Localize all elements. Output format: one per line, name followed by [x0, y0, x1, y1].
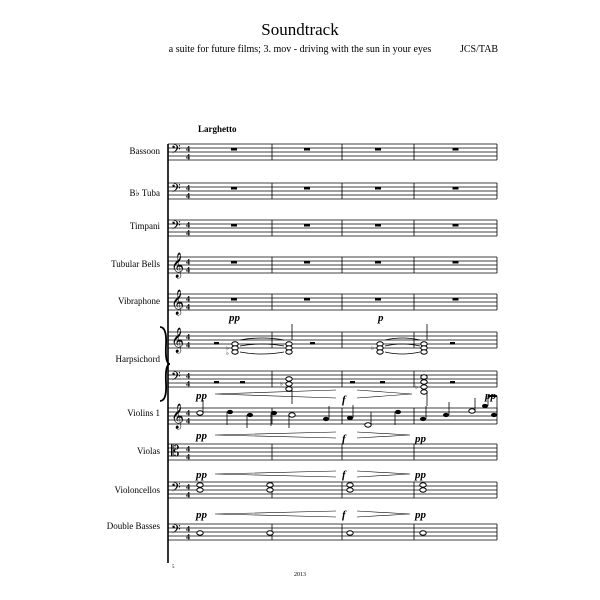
whole-rest-icon [375, 224, 381, 227]
harpsichord-chord-note [286, 387, 292, 391]
harpsichord-chord-note [286, 350, 292, 354]
violin-note [227, 410, 233, 414]
time-signature-denominator: 4 [186, 416, 190, 426]
cello-note [197, 488, 203, 492]
clefs [171, 142, 184, 540]
dynamic-pp: pp [196, 390, 207, 402]
half-rest-icon [450, 342, 455, 345]
bass-clef-icon: 𝄢 [171, 142, 181, 160]
dynamic-f: f [342, 394, 346, 406]
dynamic-pp: pp [415, 469, 426, 481]
violin-note [197, 411, 203, 415]
whole-rest-icon [304, 261, 310, 264]
bass-clef-icon: 𝄢 [171, 480, 181, 498]
dynamic-pp: pp [196, 469, 207, 481]
time-signature-denominator: 4 [186, 532, 190, 542]
cello-note [267, 488, 273, 492]
half-rest-icon [214, 342, 219, 345]
instrument-name-vibraphone: Vibraphone [118, 296, 160, 306]
low-string-whole-notes [197, 483, 426, 535]
flat-icon: ♭ [280, 382, 283, 388]
barlines [272, 144, 497, 540]
time-signature-denominator: 4 [186, 302, 190, 312]
violin-note [469, 409, 475, 413]
whole-rest-icon [375, 148, 381, 151]
system-brace [160, 144, 170, 563]
whole-rest-icon [375, 261, 381, 264]
bass-clef-icon: 𝄢 [171, 522, 181, 540]
treble-clef-icon: 𝄞 [171, 253, 185, 278]
whole-rest-icon [453, 224, 459, 227]
bass-clef-icon: 𝄢 [171, 369, 181, 387]
time-signature-denominator: 4 [186, 340, 190, 350]
time-signature-denominator: 4 [186, 490, 190, 500]
whole-rest-icon [231, 261, 237, 264]
time-signature-numerator: 4 [186, 482, 190, 492]
time-signature-numerator: 4 [186, 408, 190, 418]
half-rest-icon [350, 381, 355, 384]
whole-rest-icon [231, 148, 237, 151]
harpsichord-chord-note [286, 382, 292, 386]
time-signature-numerator: 4 [186, 183, 190, 193]
cello-note [197, 483, 203, 487]
flat-icon: ♭ [226, 346, 229, 352]
crescendo-hairpin [215, 511, 336, 517]
violin-note [482, 404, 488, 408]
dynamic-pp: pp [196, 509, 207, 521]
time-signature-denominator: 4 [186, 152, 190, 162]
time-signatures [186, 145, 190, 542]
half-rest-icon [380, 381, 385, 384]
treble-clef-icon: 𝄞 [171, 328, 185, 353]
instrument-name-violins: Violins 1 [127, 408, 160, 418]
cello-note [420, 488, 426, 492]
treble-clef-icon: 𝄞 [171, 404, 185, 429]
bass-note [197, 531, 203, 535]
whole-rest-icon [231, 298, 237, 301]
violin-note [420, 417, 426, 421]
time-signature-numerator: 4 [186, 371, 190, 381]
cello-note [347, 488, 353, 492]
harpsichord-chord-note [421, 380, 427, 384]
score-title: Soundtrack [261, 20, 339, 39]
time-signature-numerator: 4 [186, 220, 190, 230]
half-rest-icon [240, 381, 245, 384]
tie [385, 352, 420, 354]
dynamic-f: f [342, 469, 346, 481]
violin-note [289, 413, 295, 417]
bass-note [267, 531, 273, 535]
diminuendo-hairpin [357, 471, 410, 477]
time-signature-denominator: 4 [186, 228, 190, 238]
cello-note [420, 483, 426, 487]
diminuendo-hairpin [357, 390, 412, 398]
harpsichord-chord-note [232, 350, 238, 354]
instrument-name-tuba: B♭ Tuba [129, 188, 160, 198]
whole-rest-icon [304, 224, 310, 227]
whole-rest-icon [453, 298, 459, 301]
time-signature-numerator: 4 [186, 294, 190, 304]
violin-note [395, 410, 401, 414]
violin-note [271, 411, 277, 415]
cello-note [347, 483, 353, 487]
crescendo-hairpin [215, 390, 336, 398]
footer-year: 2013 [294, 572, 306, 578]
half-rest-icon [310, 342, 315, 345]
time-signature-numerator: 4 [186, 257, 190, 267]
half-rest-icon [450, 381, 455, 384]
bass-note [347, 531, 353, 535]
crescendo-hairpin [215, 471, 336, 477]
time-signature-denominator: 4 [186, 379, 190, 389]
treble-clef-icon: 𝄞 [171, 290, 185, 315]
instrument-name-double-basses: Double Basses [106, 521, 160, 531]
cello-note [267, 483, 273, 487]
dynamic-f: f [342, 509, 346, 521]
harpsichord-chord-note [421, 375, 427, 379]
time-signature-numerator: 4 [186, 444, 190, 454]
whole-rest-icon [304, 187, 310, 190]
violin-note [443, 413, 449, 417]
harpsichord-chord-note [377, 350, 383, 354]
dynamic-p: p [378, 312, 384, 324]
dynamic-pp: pp [415, 433, 426, 445]
whole-rest-icon [375, 298, 381, 301]
flat-icon: ♭ [226, 351, 229, 357]
harpsichord-chord-note [286, 377, 292, 381]
violin-note [365, 423, 371, 427]
dynamic-pp: pp [415, 509, 426, 521]
instrument-name-tubular-bells: Tubular Bells [111, 259, 160, 269]
whole-rest-icon [304, 148, 310, 151]
instrument-name-harpsichord: Harpsichord [115, 354, 160, 364]
flat-icon: ♭ [415, 385, 418, 391]
dynamic-pp: pp [229, 312, 240, 324]
time-signature-denominator: 4 [186, 452, 190, 462]
bass-note [420, 531, 426, 535]
violin-note [247, 413, 253, 417]
time-signature-numerator: 4 [186, 524, 190, 534]
violin-note [347, 416, 353, 420]
whole-rest-icon [231, 224, 237, 227]
tempo-marking: Larghetto [198, 124, 237, 134]
whole-rest-icon [453, 261, 459, 264]
instrument-name-timpani: Timpani [129, 221, 160, 231]
dynamic-pp: pp [196, 430, 207, 442]
whole-rest-icon [453, 148, 459, 151]
instrument-name-violas: Violas [137, 446, 160, 456]
harpsichord-chord-note [421, 390, 427, 394]
time-signature-numerator: 4 [186, 144, 190, 154]
whole-rest-icon [304, 298, 310, 301]
time-signature-numerator: 4 [186, 332, 190, 342]
harpsichord-chord-note [421, 350, 427, 354]
whole-rest-icon [453, 187, 459, 190]
bass-clef-icon: 𝄢 [171, 218, 181, 236]
score-subtitle: a suite for future films; 3. mov - driving with the sun in your eyes [168, 44, 432, 55]
diminuendo-hairpin [357, 432, 410, 438]
whole-rest-icon [375, 187, 381, 190]
flat-icon: ♭ [371, 346, 374, 352]
dynamic-pp: pp [485, 390, 496, 402]
tie [240, 352, 284, 354]
crescendo-hairpin [215, 432, 336, 438]
dynamic-f: f [342, 433, 346, 445]
alto-clef-icon: 𝄡 [171, 442, 180, 460]
whole-rest-icon [231, 187, 237, 190]
time-signature-denominator: 4 [186, 191, 190, 201]
violin-note [491, 413, 497, 417]
instrument-name-bassoon: Bassoon [129, 146, 160, 156]
bass-clef-icon: 𝄢 [171, 181, 181, 199]
instrument-name-violoncellos: Violoncellos [114, 485, 160, 495]
bar-number: 5 [172, 565, 175, 570]
half-rest-icon [214, 381, 219, 384]
violin-note [323, 417, 329, 421]
harpsichord-chord-note [421, 385, 427, 389]
diminuendo-hairpin [357, 511, 410, 517]
time-signature-denominator: 4 [186, 265, 190, 275]
composer-credit: JCS/TAB [460, 44, 499, 55]
